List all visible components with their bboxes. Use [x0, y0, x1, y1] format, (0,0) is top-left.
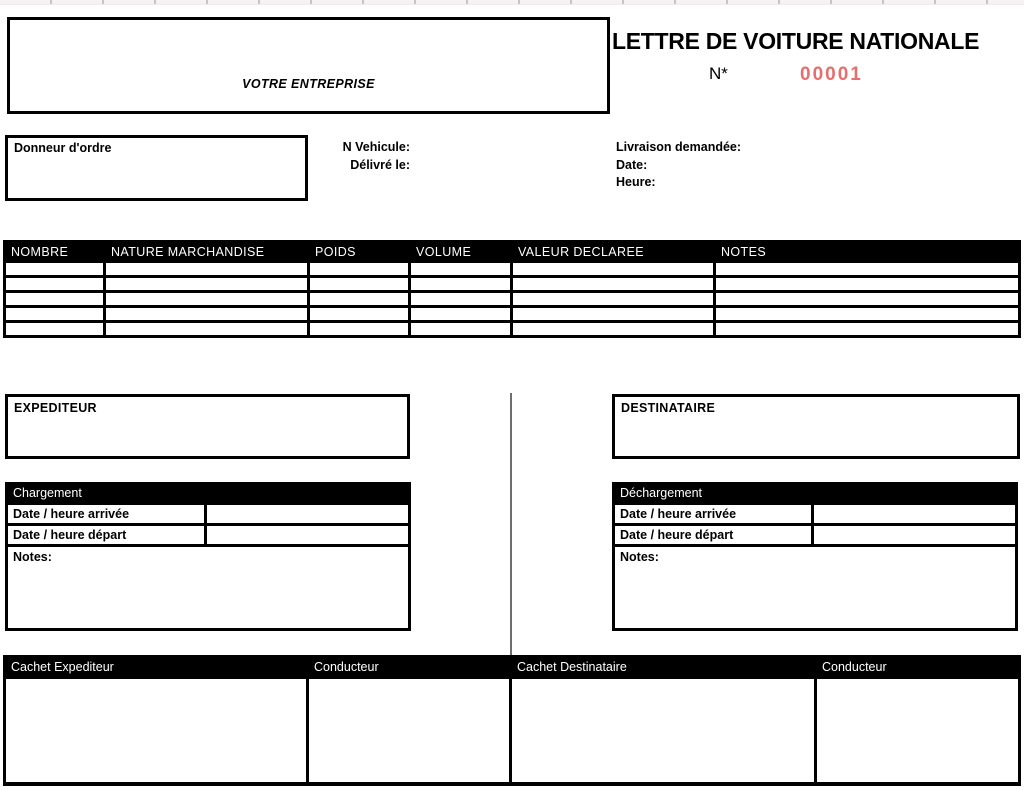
conducteur-right-header: Conducteur	[822, 660, 887, 674]
conducteur-left-header: Conducteur	[314, 660, 379, 674]
vertical-divider	[510, 393, 512, 655]
goods-cell[interactable]	[410, 262, 512, 277]
cachet-destinataire-header: Cachet Destinataire	[517, 660, 627, 674]
dechargement-notes-label: Notes:	[620, 550, 659, 564]
expediteur-box[interactable]	[5, 394, 410, 459]
goods-cell[interactable]	[5, 322, 105, 337]
goods-cell[interactable]	[309, 292, 410, 307]
goods-cell[interactable]	[512, 322, 715, 337]
goods-cell[interactable]	[715, 262, 1020, 277]
chargement-notes-cell[interactable]	[8, 547, 408, 628]
cachet-expediteur-box[interactable]	[6, 679, 306, 782]
document-number-row	[612, 64, 1020, 88]
goods-header-poids: POIDS	[309, 242, 410, 262]
goods-cell[interactable]	[5, 292, 105, 307]
destinataire-label: DESTINATAIRE	[621, 401, 716, 415]
goods-cell[interactable]	[512, 277, 715, 292]
title-area	[612, 28, 1020, 88]
dechargement-departure-value[interactable]	[814, 526, 1015, 544]
goods-cell[interactable]	[5, 277, 105, 292]
dechargement-arrival-label: Date / heure arrivée	[615, 505, 811, 523]
cachet-destinataire-box[interactable]	[512, 679, 814, 782]
goods-row	[5, 322, 1020, 337]
goods-cell[interactable]	[512, 292, 715, 307]
chargement-departure-value[interactable]	[207, 526, 408, 544]
goods-header-volume: VOLUME	[410, 242, 512, 262]
company-name-placeholder: VOTRE ENTREPRISE	[242, 77, 375, 91]
chargement-title: Chargement	[8, 482, 408, 502]
goods-cell[interactable]	[715, 307, 1020, 322]
vehicle-number-label: N Vehicule:	[342, 140, 410, 154]
spreadsheet-gridline-strip	[0, 0, 1024, 5]
goods-cell[interactable]	[5, 262, 105, 277]
goods-cell[interactable]	[410, 292, 512, 307]
goods-cell[interactable]	[715, 277, 1020, 292]
goods-cell[interactable]	[105, 292, 309, 307]
goods-cell[interactable]	[105, 307, 309, 322]
dechargement-title: Déchargement	[615, 482, 1015, 502]
goods-row	[5, 277, 1020, 292]
vehicle-info-labels	[298, 139, 410, 174]
goods-cell[interactable]	[309, 277, 410, 292]
goods-row	[5, 307, 1020, 322]
dechargement-table	[612, 482, 1018, 631]
goods-cell[interactable]	[105, 277, 309, 292]
goods-row	[5, 292, 1020, 307]
number-label: N*	[709, 64, 728, 83]
goods-header-nature: NATURE MARCHANDISE	[105, 242, 309, 262]
chargement-notes-label: Notes:	[13, 550, 52, 564]
conducteur-left-box[interactable]	[309, 679, 509, 782]
goods-cell[interactable]	[309, 307, 410, 322]
goods-header-notes: NOTES	[715, 242, 1020, 262]
document-title: LETTRE DE VOITURE NATIONALE	[612, 28, 980, 54]
expediteur-label: EXPEDITEUR	[14, 401, 97, 415]
chargement-table	[5, 482, 411, 631]
cachet-expediteur-header: Cachet Expediteur	[11, 660, 114, 674]
goods-header-valeur: VALEUR DECLAREE	[512, 242, 715, 262]
delivery-request-labels	[616, 139, 836, 192]
goods-cell[interactable]	[410, 277, 512, 292]
chargement-departure-label: Date / heure départ	[8, 526, 204, 544]
consignment-number: 00001	[800, 64, 863, 85]
goods-cell[interactable]	[105, 262, 309, 277]
goods-cell[interactable]	[410, 307, 512, 322]
dechargement-arrival-value[interactable]	[814, 505, 1015, 523]
goods-cell[interactable]	[410, 322, 512, 337]
company-name-box[interactable]	[7, 17, 610, 114]
chargement-arrival-label: Date / heure arrivée	[8, 505, 204, 523]
goods-cell[interactable]	[512, 262, 715, 277]
signature-section	[3, 655, 1021, 786]
goods-cell[interactable]	[715, 322, 1020, 337]
goods-cell[interactable]	[5, 307, 105, 322]
conducteur-right-box[interactable]	[817, 679, 1018, 782]
goods-cell[interactable]	[105, 322, 309, 337]
donneur-ordre-label: Donneur d'ordre	[14, 141, 112, 155]
goods-header-row	[5, 242, 1020, 262]
delivered-on-label: Délivré le:	[350, 157, 410, 172]
goods-header-nombre: NOMBRE	[5, 242, 105, 262]
goods-cell[interactable]	[309, 322, 410, 337]
dechargement-departure-label: Date / heure départ	[615, 526, 811, 544]
goods-cell[interactable]	[512, 307, 715, 322]
delivery-time-label: Heure:	[616, 175, 656, 189]
goods-cell[interactable]	[309, 262, 410, 277]
dechargement-notes-cell[interactable]	[615, 547, 1015, 628]
delivery-requested-label: Livraison demandée:	[616, 140, 742, 154]
goods-table	[3, 240, 1021, 338]
donneur-ordre-box[interactable]	[5, 135, 308, 201]
chargement-arrival-value[interactable]	[207, 505, 408, 523]
delivery-date-label: Date:	[616, 157, 648, 172]
goods-row	[5, 262, 1020, 277]
goods-cell[interactable]	[715, 292, 1020, 307]
destinataire-box[interactable]	[612, 394, 1020, 459]
